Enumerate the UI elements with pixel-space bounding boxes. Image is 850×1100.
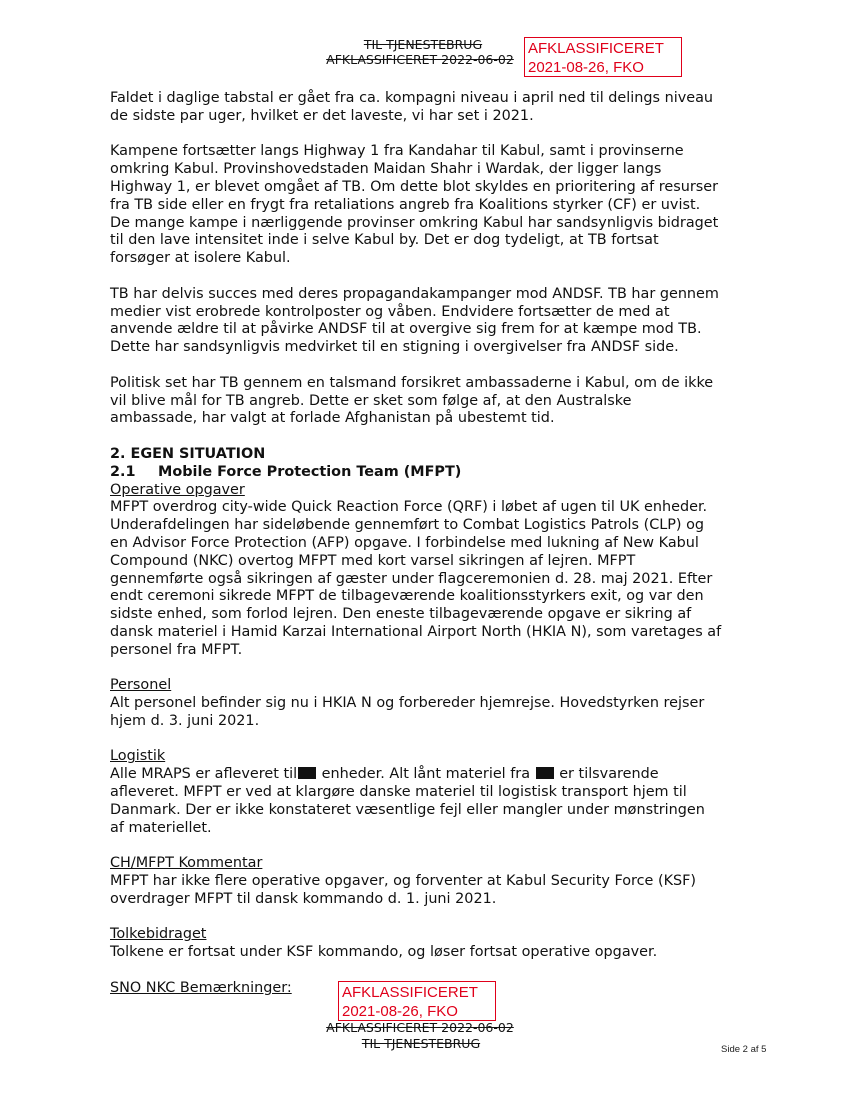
stamp-label: AFKLASSIFICERET: [528, 40, 664, 57]
header-declassified-date: AFKLASSIFICERET 2022-06-02: [326, 52, 514, 67]
logistik-text-part: Alle MRAPS er afleveret til: [110, 766, 298, 783]
tolke-heading: Tolkebidraget: [110, 926, 207, 943]
ch-comment-heading: CH/MFPT Kommentar: [110, 855, 263, 872]
logistik-text: [110, 766, 722, 837]
stamp-date: 2021-08-26, FKO: [342, 1003, 458, 1020]
logistik-text-part: er tilsvarende afleveret. MFPT er ved at klargøre danske materiel til logistisk transport hjem til Danmark. Der er ikke konstateret væsentlige fejl eller mangler under mønstringen af materiellet.: [110, 766, 705, 836]
logistik-text-part: enheder. Alt lånt materiel fra: [321, 766, 531, 783]
redaction-box: [536, 767, 554, 779]
page-number: Side 2 af 5: [721, 1044, 767, 1055]
redaction-box: [298, 767, 316, 779]
paragraph: Faldet i daglige tabstal er gået fra ca. kompagni niveau i april ned til delings niveau de sidste par uger, hvilket er det laveste, vi har set i 2021.: [110, 90, 714, 124]
footer-declassified-stamp: [338, 981, 496, 1021]
header-declassified-stamp: [524, 37, 682, 77]
subsection-title: Mobile Force Protection Team (MFPT): [158, 463, 462, 480]
footer-classification: TIL TJENESTEBRUG: [361, 1036, 481, 1051]
sno-heading: SNO NKC Bemærkninger:: [110, 979, 292, 996]
operative-text: MFPT overdrog city-wide Quick Reaction Force (QRF) i løbet af ugen til UK enheder. Underafdelingen har sideløbende gennemført to Combat Logistics Patrols (CLP) og en Advisor Force Protection (AFP) opgave. I forbindelse med lukning af New Kabul Compound (NKC) overtog MFPT med kort varsel sikringen af lejren. MFPT gennemførte også sikringen af gæster under flagceremonien d. 28. maj 2021. Efter endt ceremoni sikrede MFPT de tilbageværende koalitionsstyrkers exit, og var den sidste enhed, som forlod lejren. Den eneste tilbageværende opgave er sikring af dansk materiel i Hamid Karzai International Airport North (HKIA N), som varetages af personel fra MFPT.: [110, 499, 722, 658]
ch-comment-text: MFPT har ikke flere operative opgaver, og forventer at Kabul Security Force (KSF) overdrager MFPT til dansk kommando d. 1. juni 2021.: [110, 873, 697, 907]
header-classification: TIL TJENESTEBRUG: [363, 37, 483, 52]
document-body: [110, 90, 722, 998]
paragraph: Kampene fortsætter langs Highway 1 fra Kandahar til Kabul, samt i provinserne omkring Kabul. Provinshovedstaden Maidan Shahr i Wardak, der ligger langs Highway 1, er blevet omgået af TB. Om dette blot skyldes en prioritering af resurser fra TB side eller en frygt fra retaliations angreb fra Koalitions styrker (CF) er uvist. De mange kampe i nærliggende provinser omkring Kabul har sandsynligvis bidraget til den lave intensitet inde i selve Kabul by. Det er dog tydeligt, at TB fortsat forsøger at isolere Kabul.: [110, 143, 719, 267]
logistik-heading: Logistik: [110, 748, 166, 765]
paragraph: TB har delvis succes med deres propagandakampanger mod ANDSF. TB har gennem medier vist erobrede kontrolposter og våben. Endvidere fortsætter de med at anvende ældre til at påvirke ANDSF til at overgive sig frem for at kæmpe mod TB. Dette har sandsynligvis medvirket til en stigning i overgivelser fra ANDSF side.: [110, 285, 719, 356]
operative-heading: Operative opgaver: [110, 481, 245, 498]
subsection-heading: [110, 464, 722, 482]
personel-heading: Personel: [110, 677, 172, 694]
stamp-date: 2021-08-26, FKO: [528, 59, 644, 76]
personel-text: Alt personel befinder sig nu i HKIA N og forbereder hjemrejse. Hovedstyrken rejser hjem d. 3. juni 2021.: [110, 695, 705, 729]
section-heading: 2. EGEN SITUATION: [110, 445, 266, 462]
stamp-label: AFKLASSIFICERET: [342, 984, 478, 1001]
subsection-number: 2.1: [110, 463, 136, 480]
footer-declassified-date: AFKLASSIFICERET 2022-06-02: [326, 1020, 514, 1035]
tolke-text: Tolkene er fortsat under KSF kommando, og løser fortsat operative opgaver.: [110, 944, 658, 961]
paragraph: Politisk set har TB gennem en talsmand forsikret ambassaderne i Kabul, om de ikke vil blive mål for TB angreb. Dette er sket som følge af, at den Australske ambassade, har valgt at forlade Afghanistan på ubestemt tid.: [110, 374, 714, 427]
